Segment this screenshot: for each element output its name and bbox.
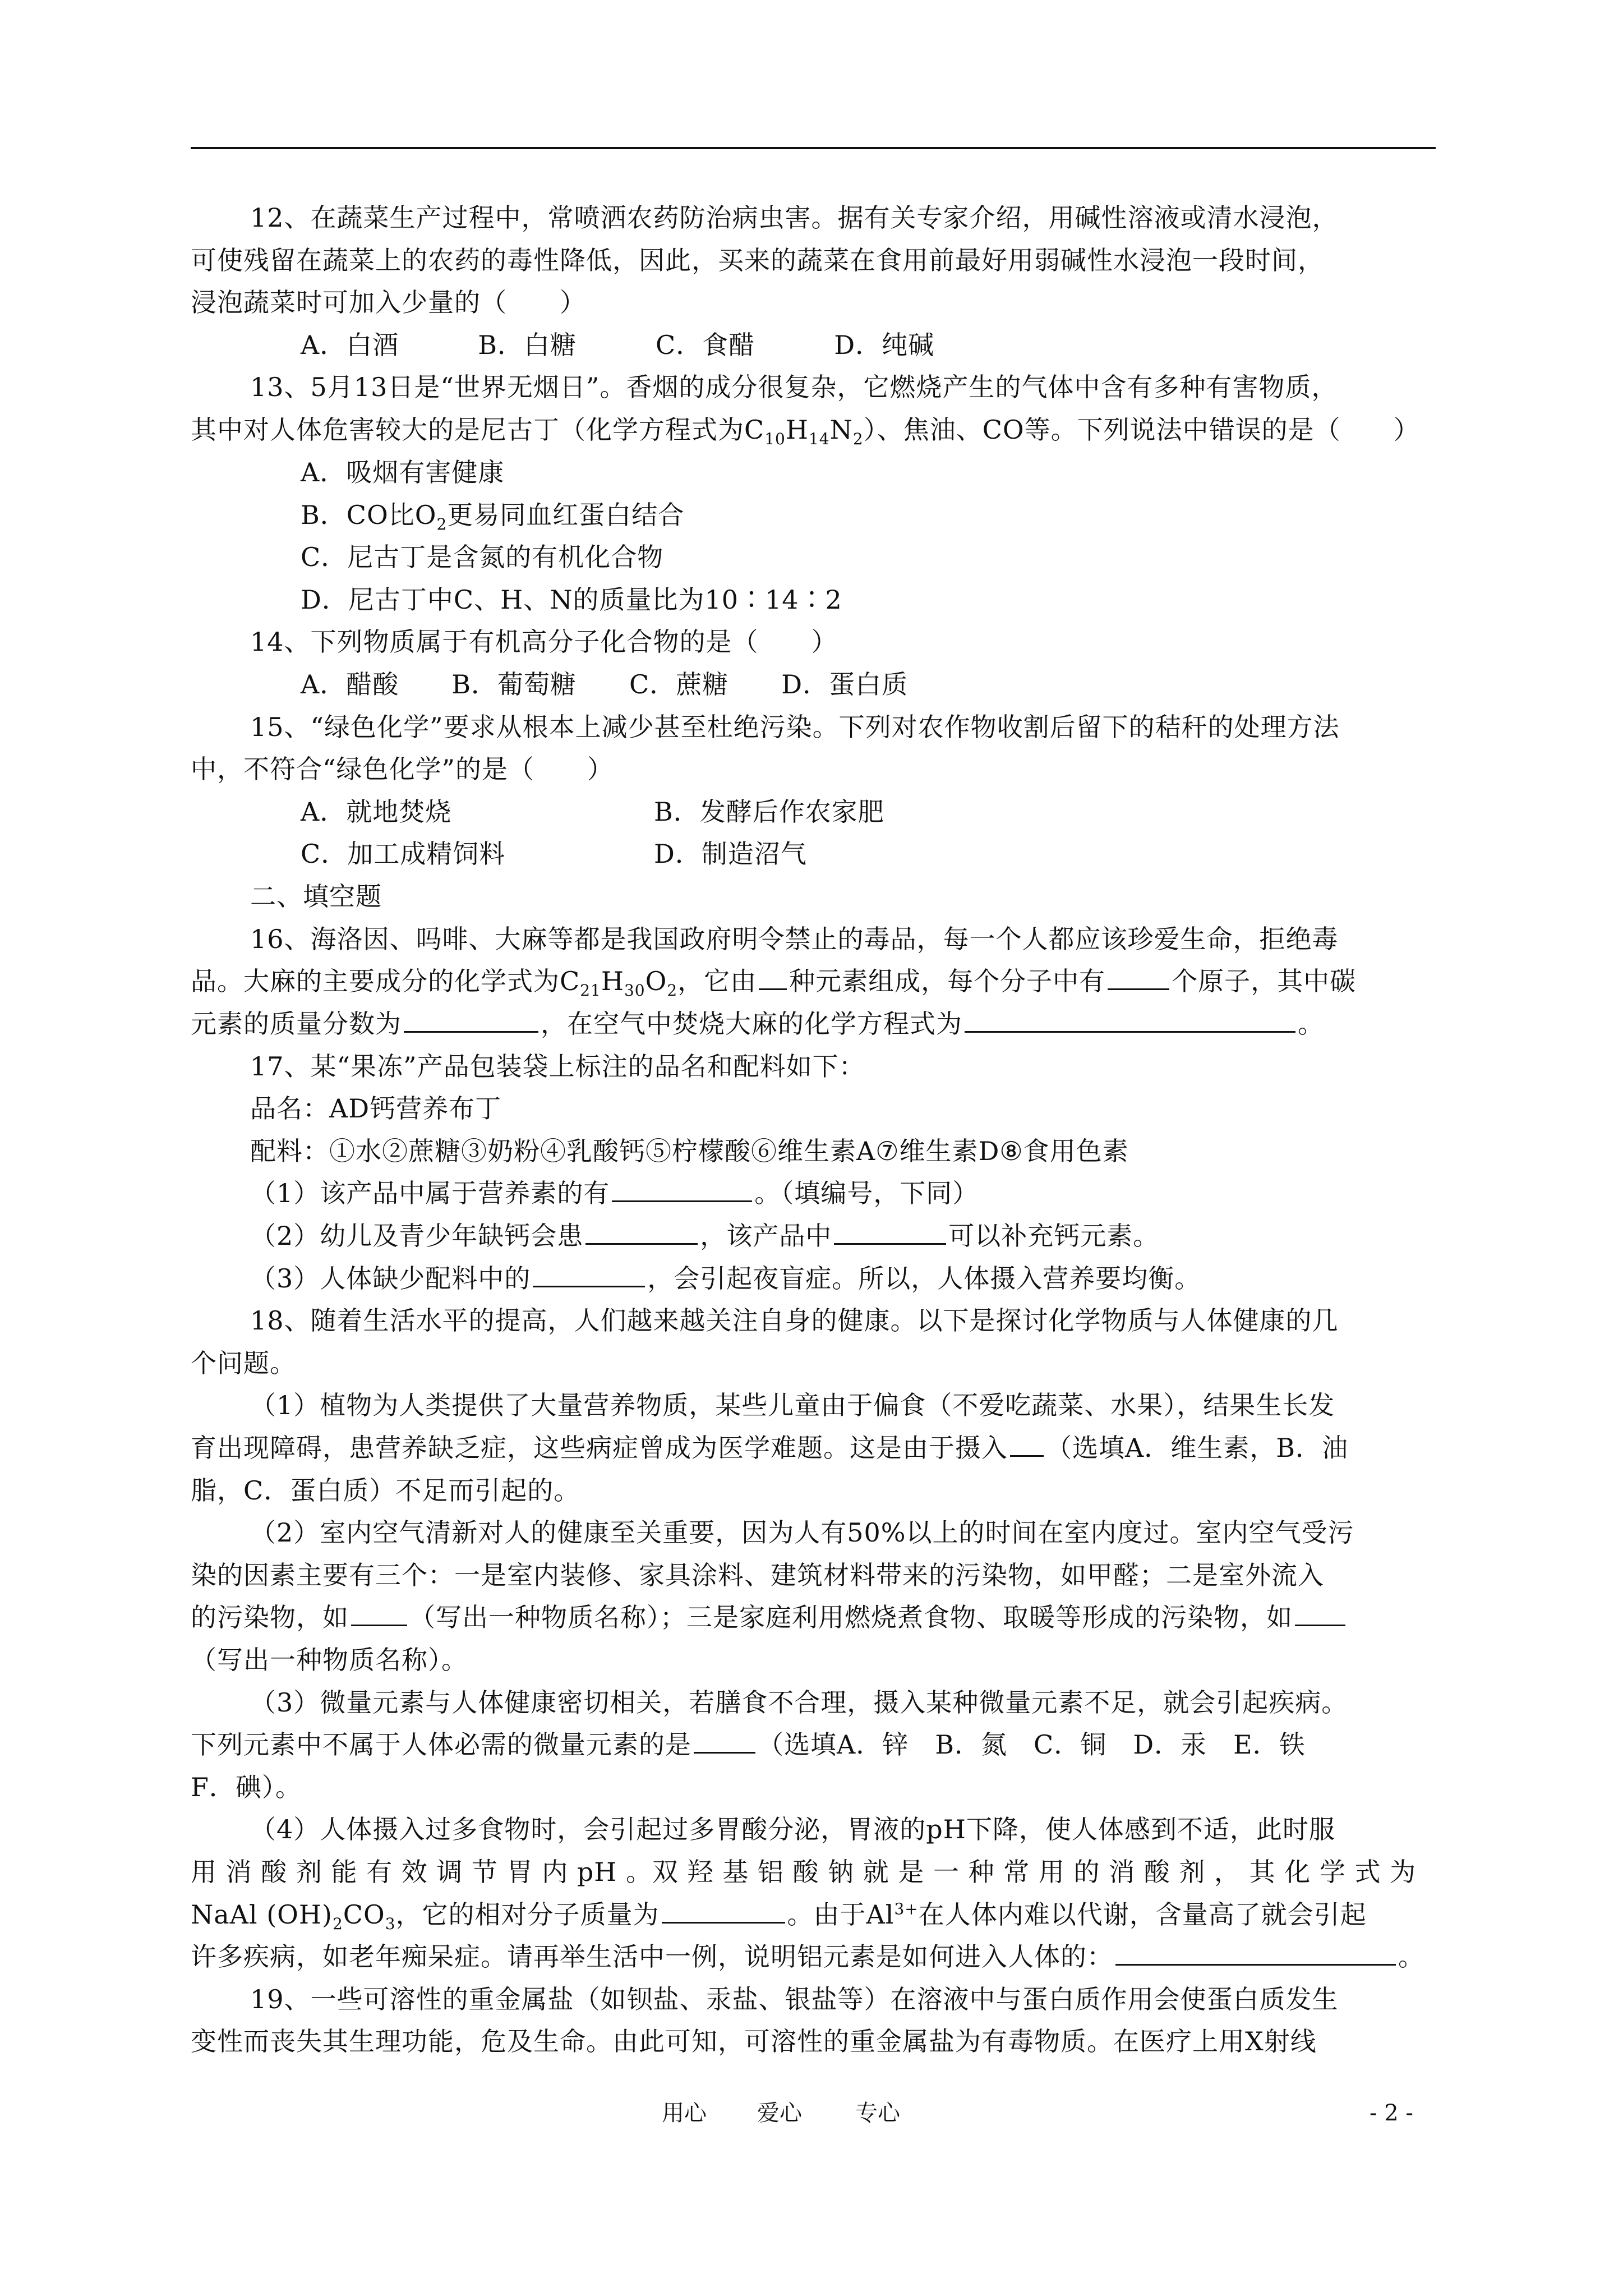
header-rule xyxy=(191,147,1436,149)
q18-line-2: 个问题。 xyxy=(191,1348,296,1378)
q13-line-2: 其中对人体危害较大的是尼古丁（化学方程式为$C_{10}H_{14}N_2$）、焦油、CO等。下列说法中错误的是（ ） xyxy=(191,415,1420,449)
answer-blank[interactable] xyxy=(834,1220,946,1245)
q19-line-2: 变性而丧失其生理功能，危及生命。由此可知，可溶性的重金属盐为有毒物质。在医疗上用X射线 xyxy=(191,2026,1317,2056)
answer-blank[interactable] xyxy=(694,1728,755,1754)
q13-line-1: 13、5月13日是“世界无烟日”。香烟的成分很复杂，它燃烧产生的气体中含有多种有害物质， xyxy=(250,372,1338,402)
q18-p2-line-1: （2）室内空气清新对人的健康至关重要，因为人有50%以上的时间在室内度过。室内空气受污 xyxy=(250,1517,1354,1548)
q16-line-1: 16、海洛因、吗啡、大麻等都是我国政府明令禁止的毒品，每一个人都应该珍爱生命，拒绝毒 xyxy=(250,924,1339,954)
answer-blank[interactable] xyxy=(404,1007,538,1033)
section-heading: 二、填空题 xyxy=(250,881,382,912)
q18-p3-line-1: （3）微量元素与人体健康密切相关，若膳食不合理，摄入某种微量元素不足，就会引起疾病。 xyxy=(250,1687,1348,1718)
answer-blank[interactable] xyxy=(351,1601,407,1626)
answer-blank[interactable] xyxy=(1010,1432,1044,1457)
q17-sub-2: （2）幼儿及青少年缺钙会患 ，该产品中 可以补充钙元素。 xyxy=(250,1221,1160,1251)
footer-motto-1: 用心 xyxy=(662,2100,707,2126)
answer-blank[interactable] xyxy=(662,1898,785,1924)
q17-line-1: 17、某“果冻”产品包装袋上标注的品名和配料如下： xyxy=(250,1051,865,1082)
q13-option-b: B．CO比$O_2$更易同血红蛋白结合 xyxy=(301,500,685,534)
q18-p1-line-2: 育出现障碍，患营养缺乏症，这些病症曾成为医学难题。这是由于摄入 （选填A．维生素，B．油 xyxy=(191,1433,1349,1463)
answer-blank[interactable] xyxy=(759,965,787,990)
q12-line-2: 可使残留在蔬菜上的农药的毒性降低，因此，买来的蔬菜在食用前最好用弱碱性水浸泡一段时间， xyxy=(191,245,1324,275)
q17-sub-1: （1）该产品中属于营养素的有 。（填编号，下同） xyxy=(250,1178,979,1208)
q15-option-a: A．就地焚烧 xyxy=(301,797,452,827)
answer-blank[interactable] xyxy=(1108,965,1169,990)
answer-blank[interactable] xyxy=(585,1220,698,1245)
q18-p2-line-3: 的污染物，如 （写出一种物质名称）；三是家庭利用燃烧煮食物、取暖等形成的污染物，如 xyxy=(191,1600,1348,1634)
q18-p2-line-4: （写出一种物质名称）。 xyxy=(191,1645,468,1675)
q15-option-d: D．制造沼气 xyxy=(654,839,807,869)
q17-sub-3: （3）人体缺少配料中的 ，会引起夜盲症。所以，人体摄入营养要均衡。 xyxy=(250,1263,1201,1294)
q15-line-2: 中，不符合“绿色化学”的是（ ） xyxy=(191,754,614,784)
q18-line-1: 18、随着生活水平的提高，人们越来越关注自身的健康。以下是探讨化学物质与人体健康的几 xyxy=(250,1305,1339,1336)
q16-line-3: 元素的质量分数为 ，在空气中焚烧大麻的化学方程式为 。 xyxy=(191,1009,1324,1039)
answer-blank[interactable] xyxy=(1115,1940,1396,1966)
q15-option-c: C．加工成精饲料 xyxy=(301,839,506,869)
q19-line-1: 19、一些可溶性的重金属盐（如钡盐、汞盐、银盐等）在溶液中与蛋白质作用会使蛋白质发生 xyxy=(250,1984,1339,2014)
answer-blank[interactable] xyxy=(1295,1601,1345,1626)
q18-p3-line-2: 下列元素中不属于人体必需的微量元素的是 （选填A．锌 B．氮 C．铜 D．汞 E．铁 xyxy=(191,1729,1306,1760)
q18-p4-line-1: （4）人体摄入过多食物时，会引起过多胃酸分泌，胃液的pH下降，使人体感到不适，此时服 xyxy=(250,1814,1335,1844)
q18-p1-line-3: 脂，C．蛋白质）不足而引起的。 xyxy=(191,1475,580,1506)
q18-p4-line-2: 用 消 酸 剂 能 有 效 调 节 胃 内 pH 。双 羟 基 铝 酸 钠 就 是 一 种 常 用 的 消 酸 剂 ， 其 化 学 式 为 xyxy=(191,1857,1417,1887)
q18-p4-line-4: 许多疾病，如老年痴呆症。请再举生活中一例，说明铝元素是如何进入人体的： 。 xyxy=(191,1941,1424,1972)
q15-line-1: 15、“绿色化学”要求从根本上减少甚至杜绝污染。下列对农作物收割后留下的秸秆的处理方法 xyxy=(250,712,1340,742)
q17-ingredients: 配料：①水②蔗糖③奶粉④乳酸钙⑤柠檬酸⑥维生素A⑦维生素D⑧食用色素 xyxy=(250,1136,1129,1166)
q18-p1-line-1: （1）植物为人类提供了大量营养物质，某些儿童由于偏食（不爱吃蔬菜、水果），结果生长发 xyxy=(250,1390,1335,1420)
q15-option-b: B．发酵后作农家肥 xyxy=(654,797,884,827)
q18-p3-line-3: F．碘）。 xyxy=(191,1772,302,1802)
q13-option-d: D．尼古丁中C、H、N的质量比为10∶14∶2 xyxy=(301,585,842,615)
q17-product-name: 品名：AD钙营养布丁 xyxy=(250,1093,502,1124)
answer-blank[interactable] xyxy=(612,1177,752,1202)
q12-options: A．白酒 B．白糖 C．食醋 D．纯碱 xyxy=(301,330,935,360)
q18-p4-line-3: NaAl $(OH)_2CO_3$，它的相对分子质量为 。由于$Al^{3+}$在人体内难以代谢，含量高了就会引起 xyxy=(191,1899,1367,1934)
q13-option-c: C．尼古丁是含氮的有机化合物 xyxy=(301,542,664,572)
page-number: - 2 - xyxy=(1370,2100,1413,2126)
q12-line-3: 浸泡蔬菜时可加入少量的（ ） xyxy=(191,287,586,318)
q18-p2-line-2: 染的因素主要有三个：一是室内装修、家具涂料、建筑材料带来的污染物，如甲醛；二是室外流入 xyxy=(191,1560,1324,1590)
footer-motto-3: 专心 xyxy=(855,2100,900,2126)
answer-blank[interactable] xyxy=(533,1262,645,1287)
q14-line-1: 14、下列物质属于有机高分子化合物的是（ ） xyxy=(250,627,838,657)
footer-motto-2: 爱心 xyxy=(757,2100,802,2126)
answer-blank[interactable] xyxy=(965,1007,1295,1033)
q12-line-1: 12、在蔬菜生产过程中，常喷洒农药防治病虫害。据有关专家介绍，用碱性溶液或清水浸泡， xyxy=(250,203,1339,233)
q14-options: A．醋酸 B．葡萄糖 C．蔗糖 D．蛋白质 xyxy=(301,669,909,700)
q16-line-2: 品。大麻的主要成分的化学式为$C_{21}H_{30}O_2$，它由 种元素组成，每个分子中有 个原子，其中碳 xyxy=(191,966,1357,1000)
q13-option-a: A．吸烟有害健康 xyxy=(301,457,505,487)
